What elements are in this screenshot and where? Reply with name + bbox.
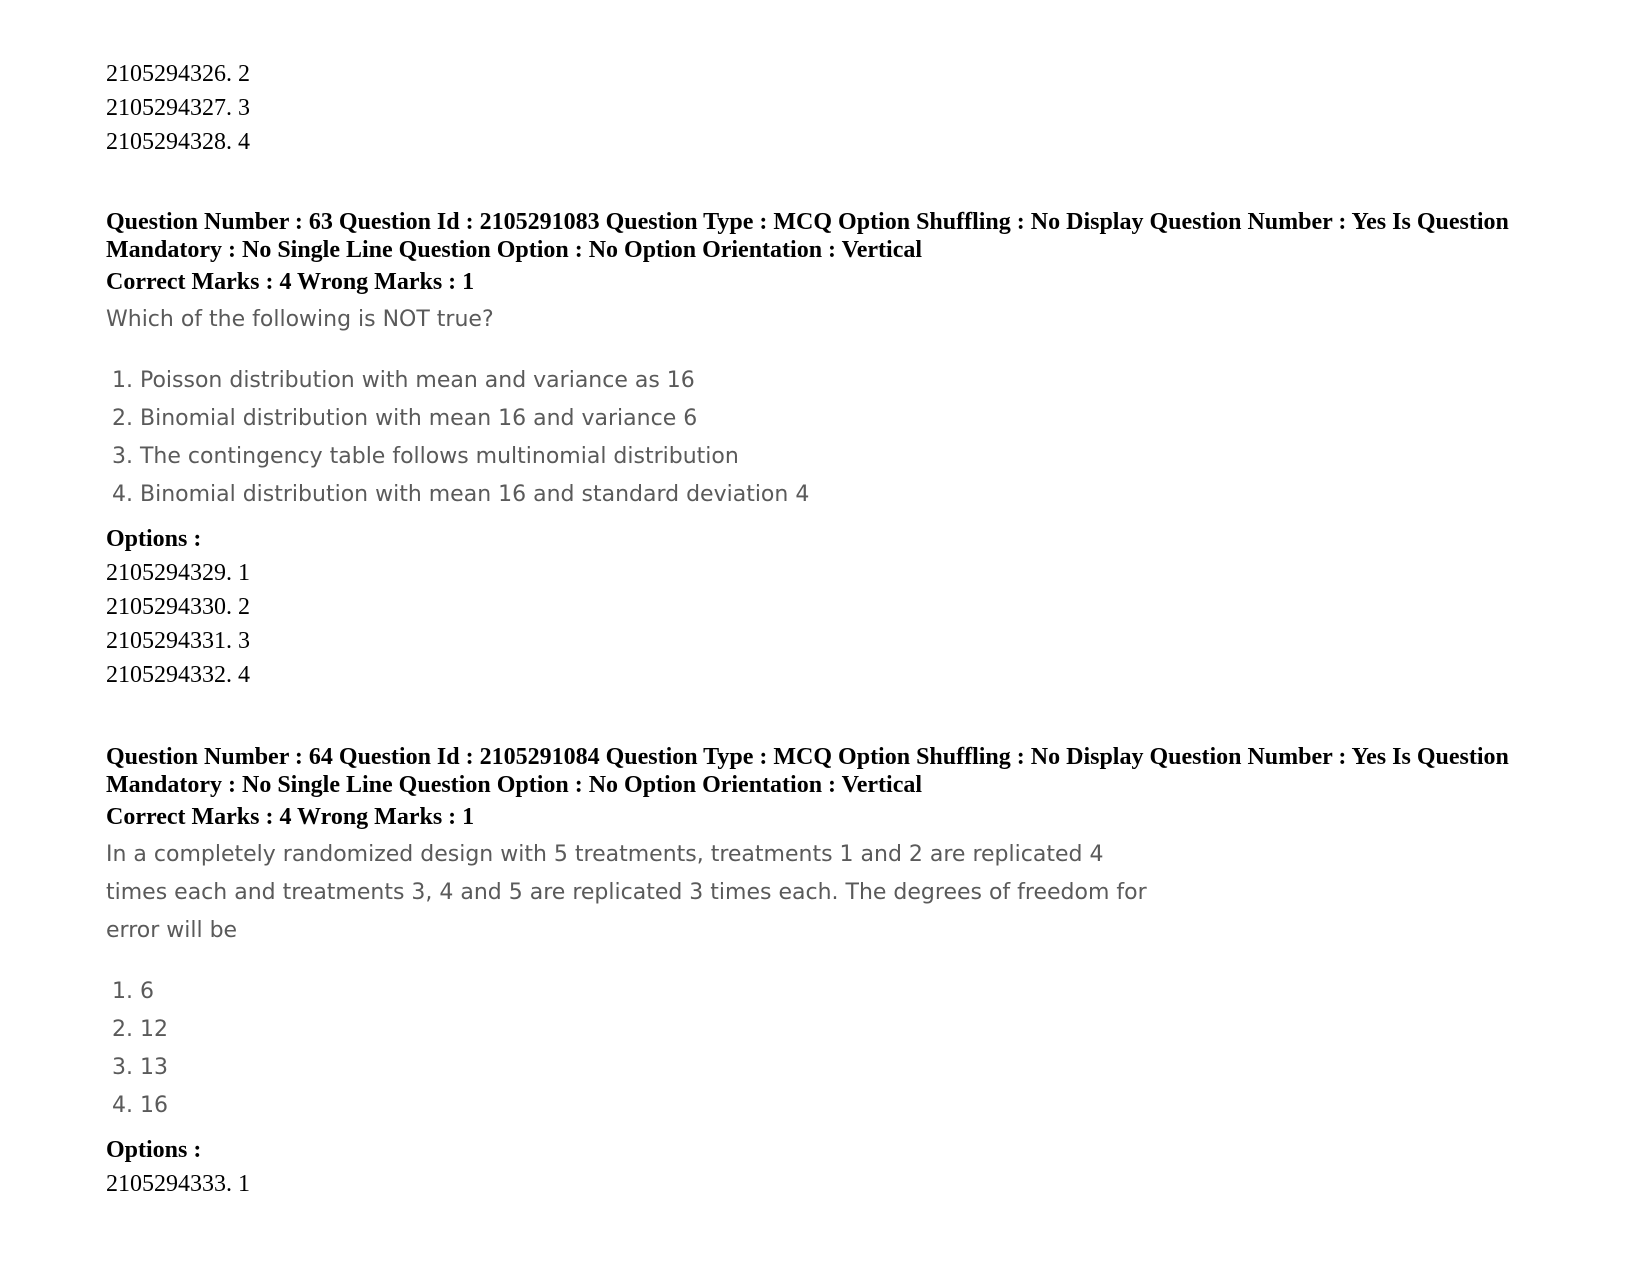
option-line: 2105294329. 1	[106, 560, 250, 586]
question-63-marks-block	[106, 268, 1546, 296]
question-meta: Question Number : 63 Question Id : 2105291083 Question Type : MCQ Option Shuffling : No Display Question Number : Yes Is Question Mandatory : No Single Line Question Option : No Option Orientation : Vertical	[106, 209, 1509, 263]
option-line: 2105294331. 3	[106, 628, 250, 654]
option-line: 2105294332. 4	[106, 662, 250, 688]
option-line: 2105294330. 2	[106, 594, 250, 620]
option-line: 2105294327. 3	[106, 95, 250, 121]
option-line: 2105294333. 1	[106, 1171, 250, 1197]
previous-question-options	[106, 57, 1546, 159]
options-label: Options :	[106, 526, 202, 552]
choice-item: 3. 13	[112, 1055, 168, 1080]
question-63-block	[106, 208, 1546, 264]
question-64-text-block	[106, 836, 1546, 950]
question-63-text-block	[106, 301, 1546, 339]
question-text: In a completely randomized design with 5 treatments, treatments 1 and 2 are replicated 4 times each and treatments 3, 4 and 5 are replicated 3 times each. The degrees of freedom for error will be	[106, 842, 1147, 943]
question-64-block	[106, 743, 1546, 799]
question-meta: Question Number : 64 Question Id : 2105291084 Question Type : MCQ Option Shuffling : No Display Question Number : Yes Is Question Mandatory : No Single Line Question Option : No Option Orientation : Vertical	[106, 744, 1509, 798]
options-label: Options :	[106, 1137, 202, 1163]
choice-item: 1. Poisson distribution with mean and variance as 16	[112, 368, 695, 393]
choice-item: 3. The contingency table follows multinomial distribution	[112, 444, 739, 469]
choice-item: 1. 6	[112, 979, 154, 1004]
question-marks: Correct Marks : 4 Wrong Marks : 1	[106, 804, 475, 830]
choice-item: 2. 12	[112, 1017, 168, 1042]
question-marks: Correct Marks : 4 Wrong Marks : 1	[106, 269, 475, 295]
question-63-choices	[106, 362, 1546, 514]
question-64-marks-block	[106, 803, 1546, 831]
question-63-options	[106, 522, 1546, 692]
question-text: Which of the following is NOT true?	[106, 307, 494, 332]
question-64-choices	[106, 973, 1546, 1125]
question-64-options	[106, 1133, 1546, 1201]
option-line: 2105294326. 2	[106, 61, 250, 87]
choice-item: 4. 16	[112, 1093, 168, 1118]
choice-item: 2. Binomial distribution with mean 16 and variance 6	[112, 406, 698, 431]
option-line: 2105294328. 4	[106, 129, 250, 155]
choice-item: 4. Binomial distribution with mean 16 and standard deviation 4	[112, 482, 810, 507]
